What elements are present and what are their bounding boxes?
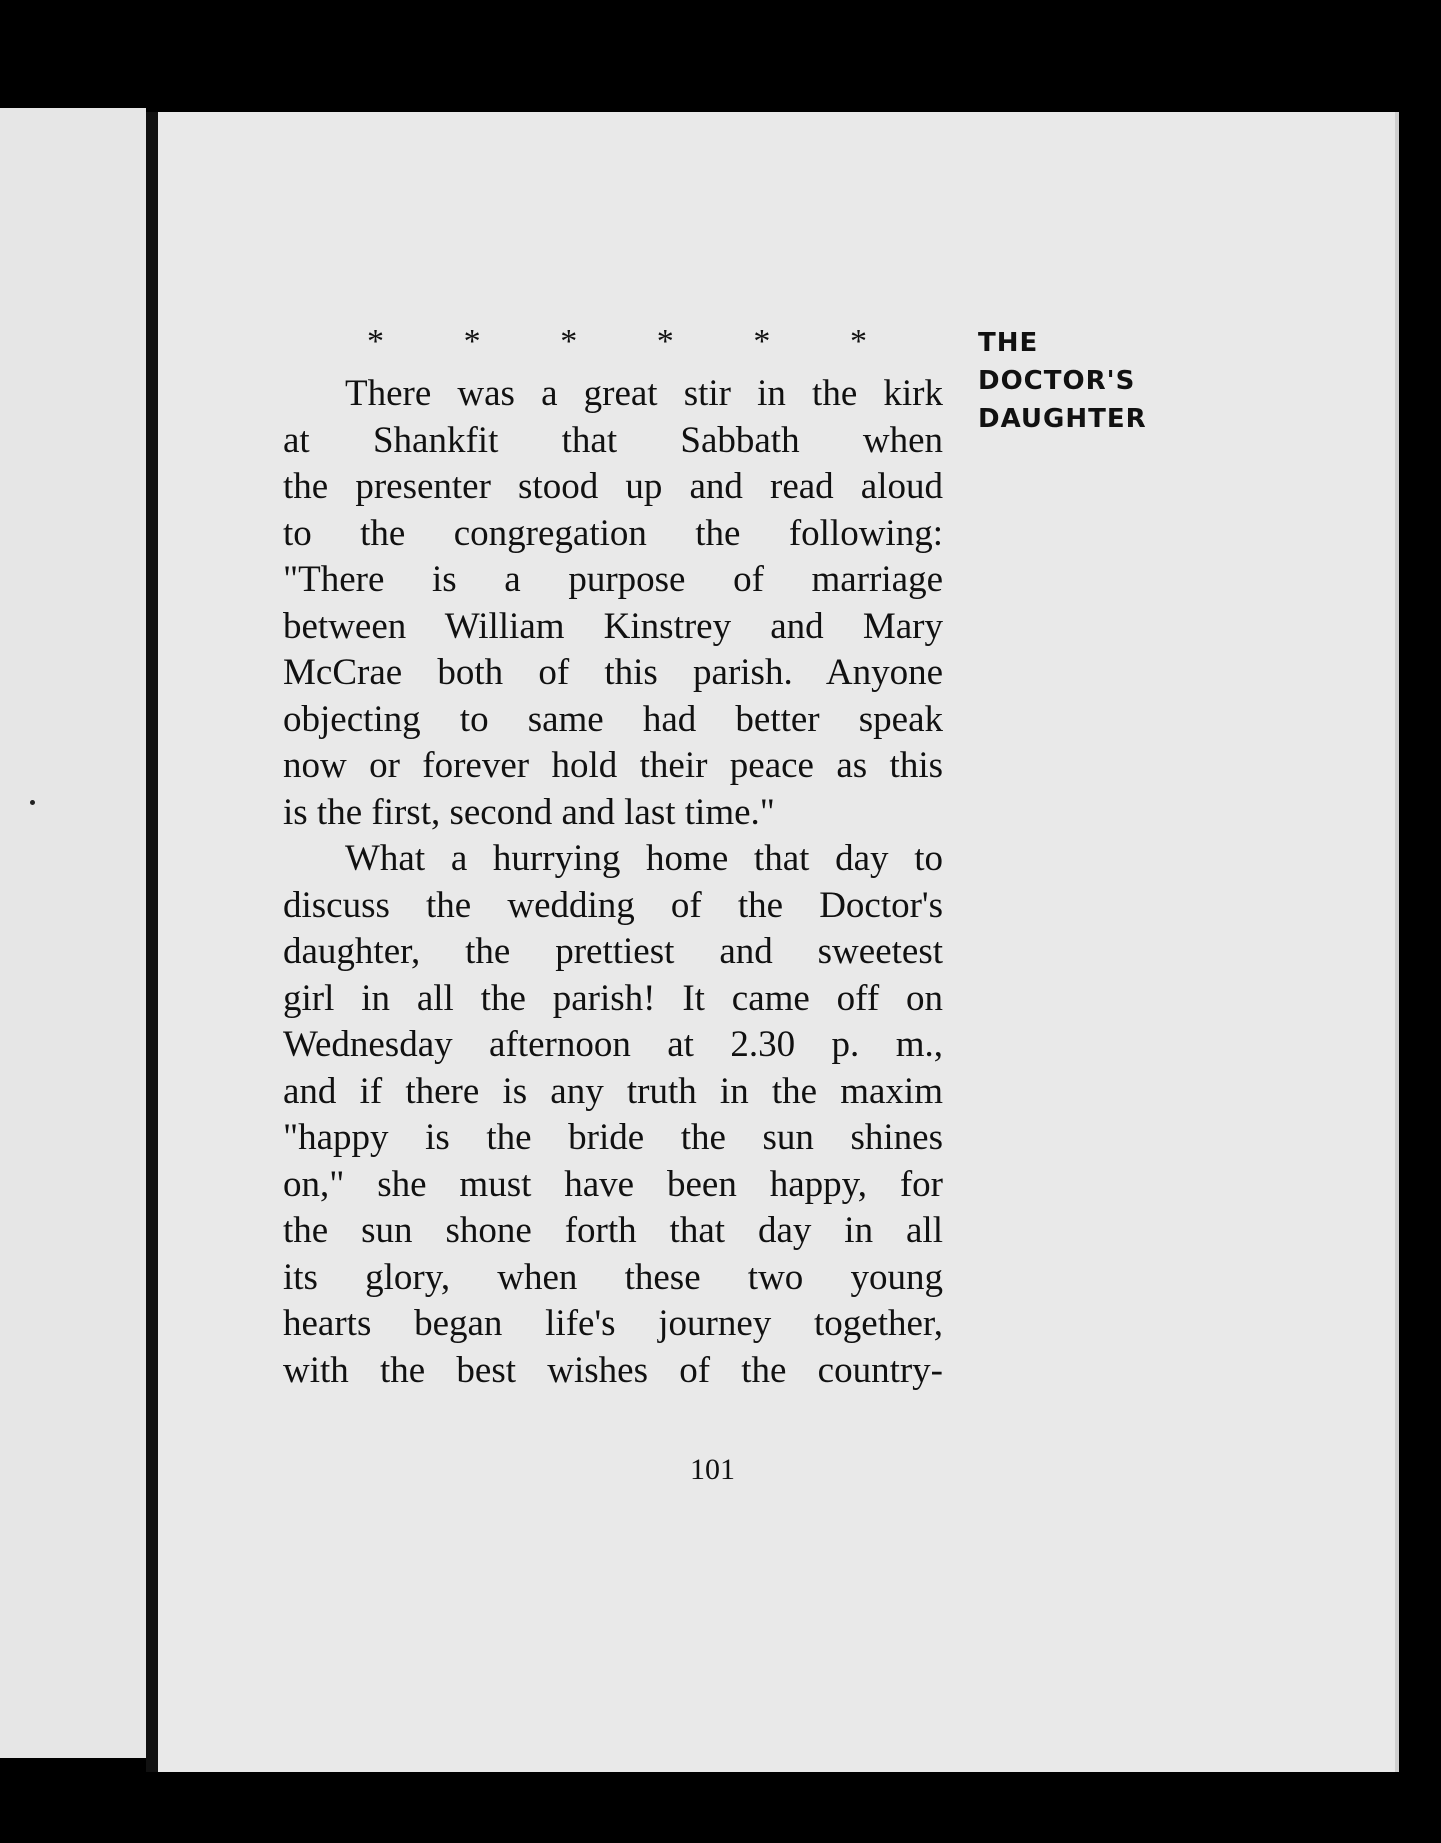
text-line: discuss the wedding of the Doctor's [283, 884, 943, 926]
page-speck [30, 800, 35, 805]
text-line: hearts began life's journey together, [283, 1303, 943, 1344]
running-head-line: DAUGHTER [978, 404, 1147, 434]
text-line: Wednesday afternoon at 2.30 p. m., [283, 1024, 943, 1065]
asterisk: * [463, 323, 481, 360]
text-line: objecting to same had better speak [283, 698, 943, 740]
facing-page [0, 108, 146, 1758]
running-head-line: THE [978, 328, 1039, 358]
text-line: the sun shone forth that day in all [283, 1210, 943, 1251]
text-line: with the best wishes of the country- [283, 1349, 943, 1391]
text-line: at Shankfit that Sabbath when [283, 419, 943, 461]
text-line: and if there is any truth in the maxim [283, 1070, 943, 1112]
text-line: girl in all the parish! It came off on [283, 977, 943, 1019]
text-line: "There is a purpose of marriage [283, 559, 943, 600]
paragraph-1 [283, 371, 943, 836]
asterisk: * [849, 323, 867, 360]
asterisk: * [753, 323, 771, 360]
text-line: to the congregation the following: [283, 512, 943, 554]
section-break [367, 319, 867, 365]
text-line: What a hurrying home that day to [345, 838, 943, 879]
book-gutter [146, 112, 158, 1772]
asterisk: * [560, 323, 578, 360]
asterisk: * [367, 323, 384, 360]
text-line: is the first, second and last time." [283, 791, 775, 833]
page-edge [1395, 112, 1399, 1772]
asterisk: * [656, 323, 674, 360]
text-line: McCrae both of this parish. Anyone [283, 652, 943, 693]
page-number: 101 [690, 1453, 735, 1486]
text-line: "happy is the bride the sun shines [283, 1117, 943, 1158]
text-line: daughter, the prettiest and sweetest [283, 931, 943, 972]
paragraph-2 [283, 836, 943, 1394]
running-head [978, 324, 1147, 438]
body-text [283, 319, 943, 1394]
text-line: its glory, when these two young [283, 1256, 943, 1298]
text-line: There was a great stir in the kirk [345, 373, 943, 414]
text-line: between William Kinstrey and Mary [283, 605, 943, 647]
text-line: now or forever hold their peace as this [283, 745, 943, 786]
running-head-line: DOCTOR'S [978, 366, 1136, 396]
text-line: on," she must have been happy, for [283, 1163, 943, 1205]
text-line: the presenter stood up and read aloud [283, 466, 943, 507]
